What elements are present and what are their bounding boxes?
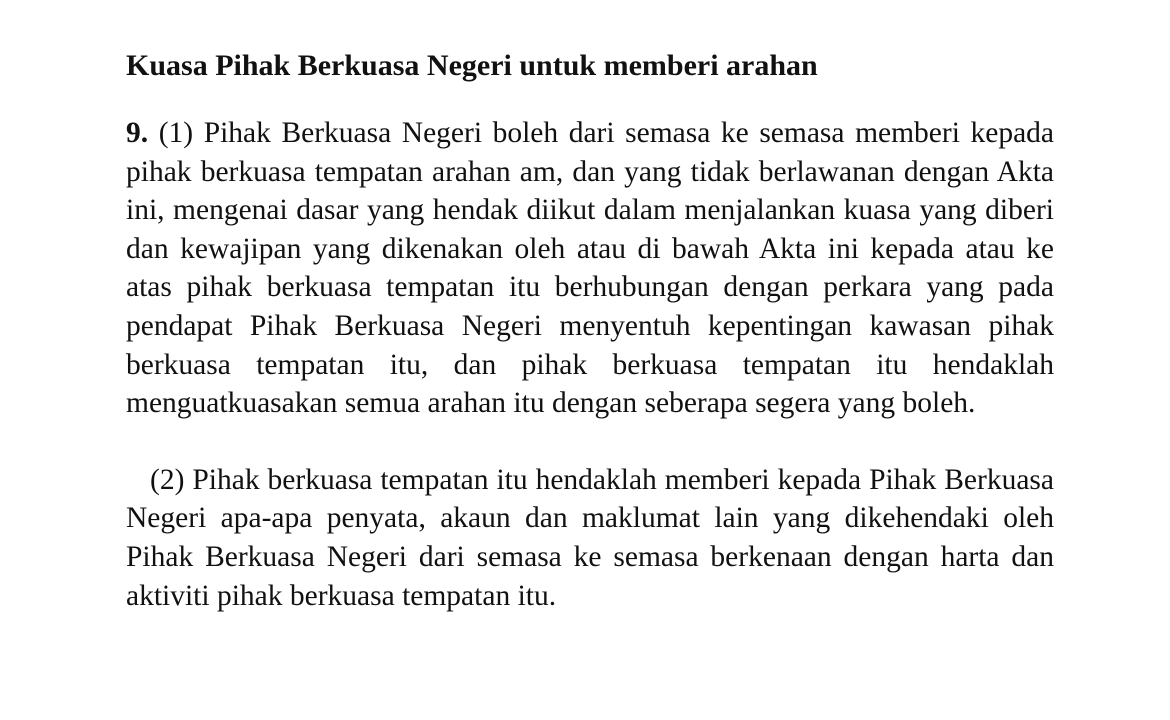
subsection-1-text: Pihak Berkuasa Negeri boleh dari semasa ke semasa memberi kepada pihak berkuasa tempatan arahan am, dan yang tidak berlawanan dengan Akta ini, mengenai dasar yang hendak diikut dalam menjalankan kuasa yang diberi dan kewajipan yang dikenakan oleh atau di bawah Akta ini kepada atau ke atas pihak berkuasa tempatan itu berhubungan dengan perkara yang pada pendapat Pihak Berkuasa Negeri menyentuh kepentingan kawasan pihak berkuasa tempatan itu, dan pihak berkuasa tempatan itu hendaklah menguatkuasakan semua arahan itu dengan seberapa segera yang boleh. — [126, 117, 1055, 420]
section-number: 9. — [126, 117, 149, 149]
subsection-1-label: (1) — [158, 117, 194, 149]
subsection-1 — [126, 114, 1054, 423]
document-page — [126, 44, 1054, 615]
subsection-2 — [126, 461, 1054, 615]
subsection-2-text: Pihak berkuasa tempatan itu hendaklah memberi kepada Pihak Berkuasa Negeri apa-apa penyata, akaun dan maklumat lain yang dikehendaki oleh Pihak Berkuasa Negeri dari semasa ke semasa berkenaan dengan harta dan aktiviti pihak berkuasa tempatan itu. — [126, 463, 1055, 612]
section-heading: Kuasa Pihak Berkuasa Negeri untuk memberi arahan — [126, 49, 818, 82]
subsection-2-label: (2) — [150, 463, 185, 496]
